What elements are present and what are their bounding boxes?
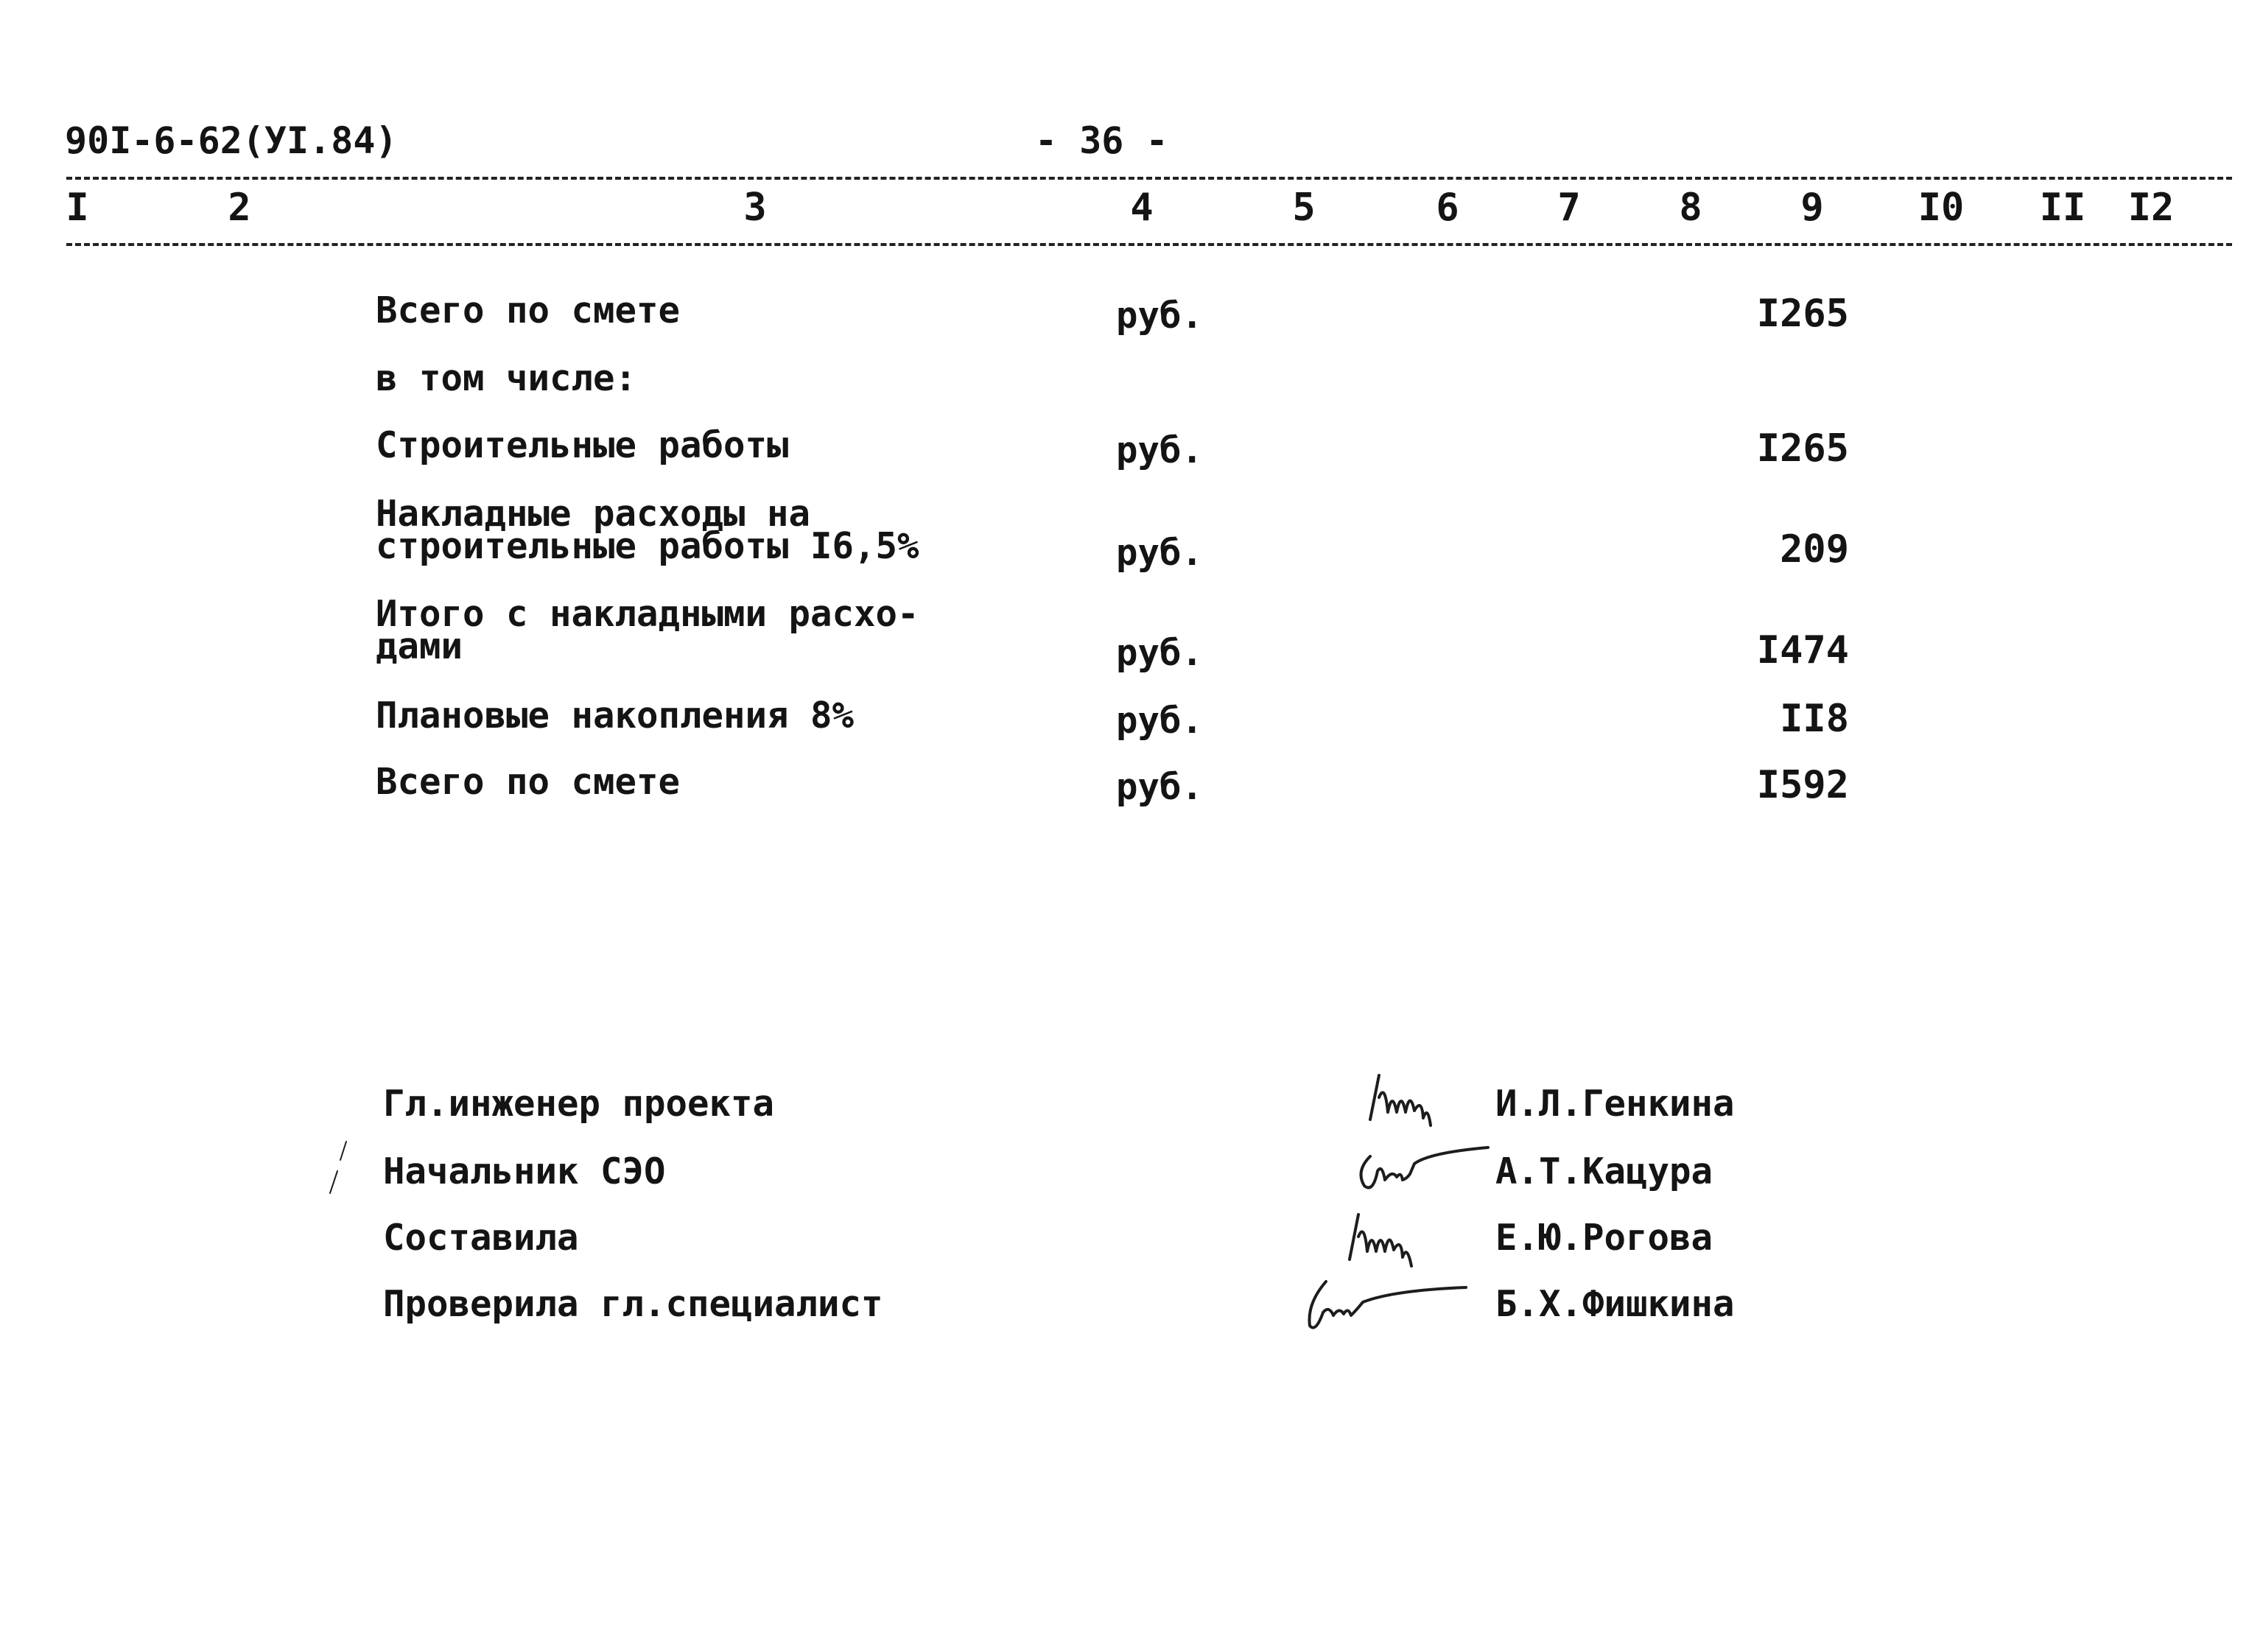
- row-label: Строительные работы: [376, 424, 789, 466]
- row-unit: руб.: [1116, 295, 1204, 337]
- signature-title: Начальник СЭО: [383, 1150, 666, 1192]
- row-label: Всего по смете: [376, 761, 681, 803]
- column-number: 5: [1292, 186, 1316, 230]
- row-value: I592: [1756, 763, 1849, 807]
- row-unit: руб.: [1116, 700, 1204, 742]
- column-number: II: [2039, 186, 2086, 230]
- row-label-line: Итого с накладными расхо-: [376, 593, 919, 635]
- column-number: 4: [1130, 186, 1154, 230]
- document-code: 90I-6-62(УI.84): [65, 119, 398, 162]
- signatory-name: Е.Ю.Рогова: [1495, 1217, 1713, 1259]
- row-label-line: строительные работы I6,5%: [376, 525, 919, 567]
- column-number: I: [66, 186, 89, 230]
- signatory-name: И.Л.Генкина: [1495, 1083, 1735, 1125]
- signature-title: Проверила гл.специалист: [383, 1283, 883, 1325]
- column-number: 6: [1436, 186, 1459, 230]
- handwritten-signature-icon: [1348, 1134, 1495, 1201]
- top-dashed-rule: [66, 177, 2232, 180]
- row-value: 209: [1780, 527, 1849, 572]
- row-value: I474: [1756, 628, 1849, 672]
- column-number: 7: [1557, 186, 1581, 230]
- column-number: 2: [228, 186, 251, 230]
- row-label-line: Накладные расходы на: [376, 493, 811, 535]
- row-value: I265: [1756, 426, 1849, 471]
- row-label: в том числе:: [376, 357, 637, 399]
- row-label: Плановые накопления 8%: [376, 695, 855, 737]
- row-unit: руб.: [1116, 532, 1204, 574]
- column-number: 3: [743, 186, 767, 230]
- row-unit: руб.: [1116, 429, 1204, 471]
- column-number: 9: [1800, 186, 1824, 230]
- bottom-dashed-rule: [66, 243, 2232, 246]
- signature-title: Гл.инженер проекта: [383, 1083, 775, 1125]
- row-unit: руб.: [1116, 632, 1204, 674]
- signatory-name: А.Т.Кацура: [1495, 1150, 1713, 1192]
- page-number: - 36 -: [1035, 119, 1168, 162]
- row-value: II8: [1780, 697, 1849, 741]
- handwritten-signature-icon: [1297, 1267, 1473, 1340]
- row-label-line: дами: [376, 625, 463, 667]
- handwritten-signature-icon: [1341, 1204, 1451, 1270]
- signature-title: Составила: [383, 1217, 579, 1259]
- row-label: Всего по смете: [376, 289, 681, 331]
- pencil-mark-icon: [324, 1138, 354, 1197]
- column-number: 8: [1679, 186, 1702, 230]
- row-value: I265: [1756, 292, 1849, 336]
- row-unit: руб.: [1116, 766, 1204, 808]
- signatory-name: Б.Х.Фишкина: [1495, 1283, 1735, 1325]
- handwritten-signature-icon: [1363, 1068, 1451, 1127]
- column-number: I0: [1918, 186, 1965, 230]
- column-number: I2: [2127, 186, 2175, 230]
